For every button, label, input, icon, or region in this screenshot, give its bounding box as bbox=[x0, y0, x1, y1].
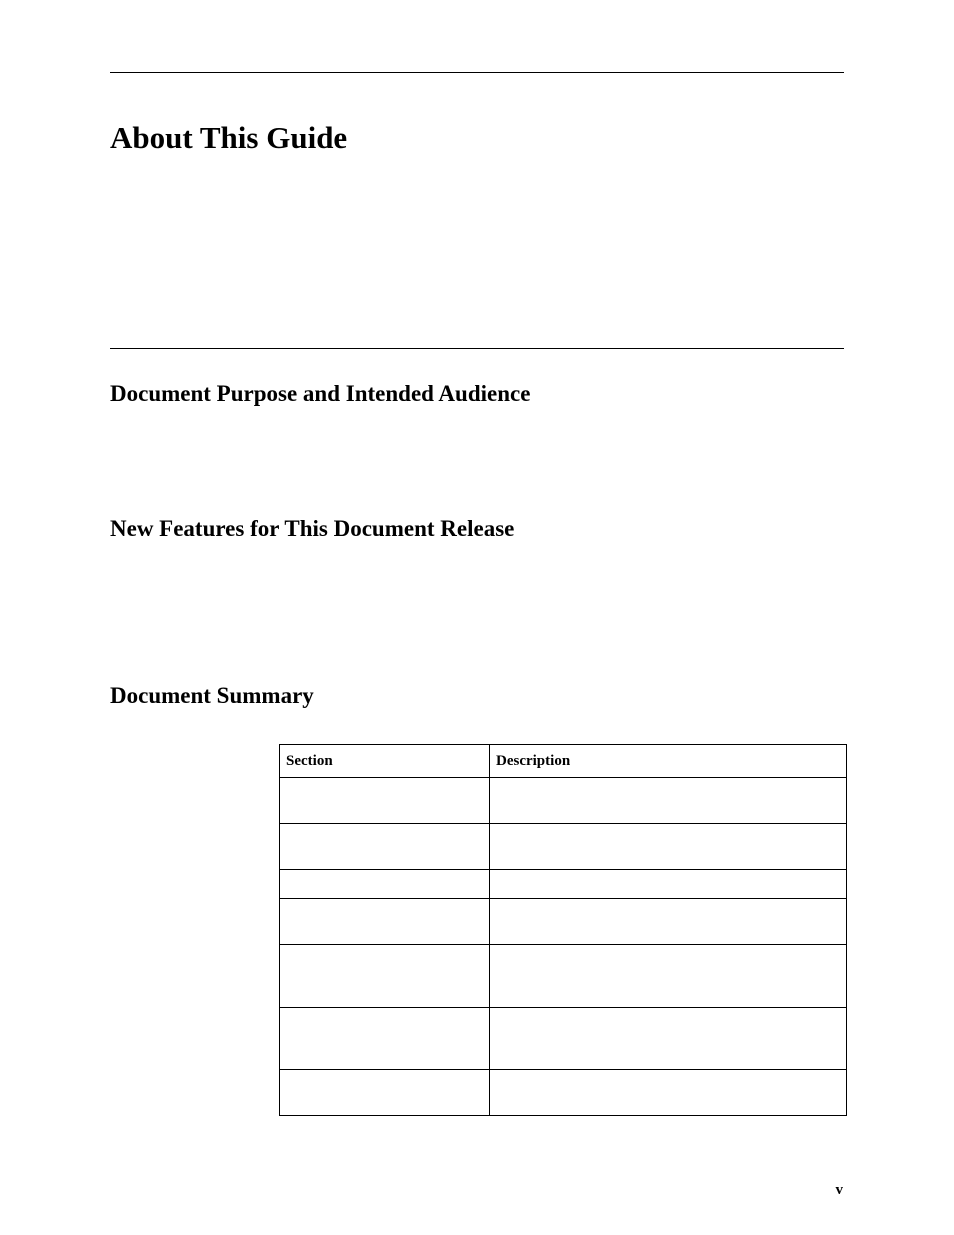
table-cell-section bbox=[280, 778, 490, 824]
table-row bbox=[280, 824, 847, 870]
table-cell-description bbox=[490, 1070, 847, 1116]
table-cell-section bbox=[280, 945, 490, 1008]
table-row bbox=[280, 945, 847, 1008]
heading-document-summary: Document Summary bbox=[110, 683, 314, 708]
table-cell-description bbox=[490, 824, 847, 870]
table-cell-description bbox=[490, 778, 847, 824]
page-number: v bbox=[835, 1182, 843, 1198]
table-cell-description bbox=[490, 870, 847, 899]
table-row bbox=[280, 870, 847, 899]
section-divider bbox=[110, 348, 844, 349]
table-row bbox=[280, 778, 847, 824]
table-cell-description bbox=[490, 945, 847, 1008]
table-cell-section bbox=[280, 870, 490, 899]
table-cell-description bbox=[490, 899, 847, 945]
top-divider bbox=[110, 72, 844, 73]
table-cell-section bbox=[280, 1070, 490, 1116]
document-summary-table bbox=[279, 744, 847, 1116]
heading-new-features: New Features for This Document Release bbox=[110, 516, 515, 541]
table-header-row bbox=[280, 745, 847, 778]
page-title: About This Guide bbox=[110, 120, 348, 155]
heading-document-purpose: Document Purpose and Intended Audience bbox=[110, 381, 531, 406]
table-cell-section bbox=[280, 1008, 490, 1070]
table-cell-section bbox=[280, 899, 490, 945]
column-header-section: Section bbox=[280, 745, 490, 778]
table-cell-description bbox=[490, 1008, 847, 1070]
column-header-description: Description bbox=[490, 745, 847, 778]
table-row bbox=[280, 1070, 847, 1116]
table-row bbox=[280, 899, 847, 945]
table-cell-section bbox=[280, 824, 490, 870]
table-row bbox=[280, 1008, 847, 1070]
